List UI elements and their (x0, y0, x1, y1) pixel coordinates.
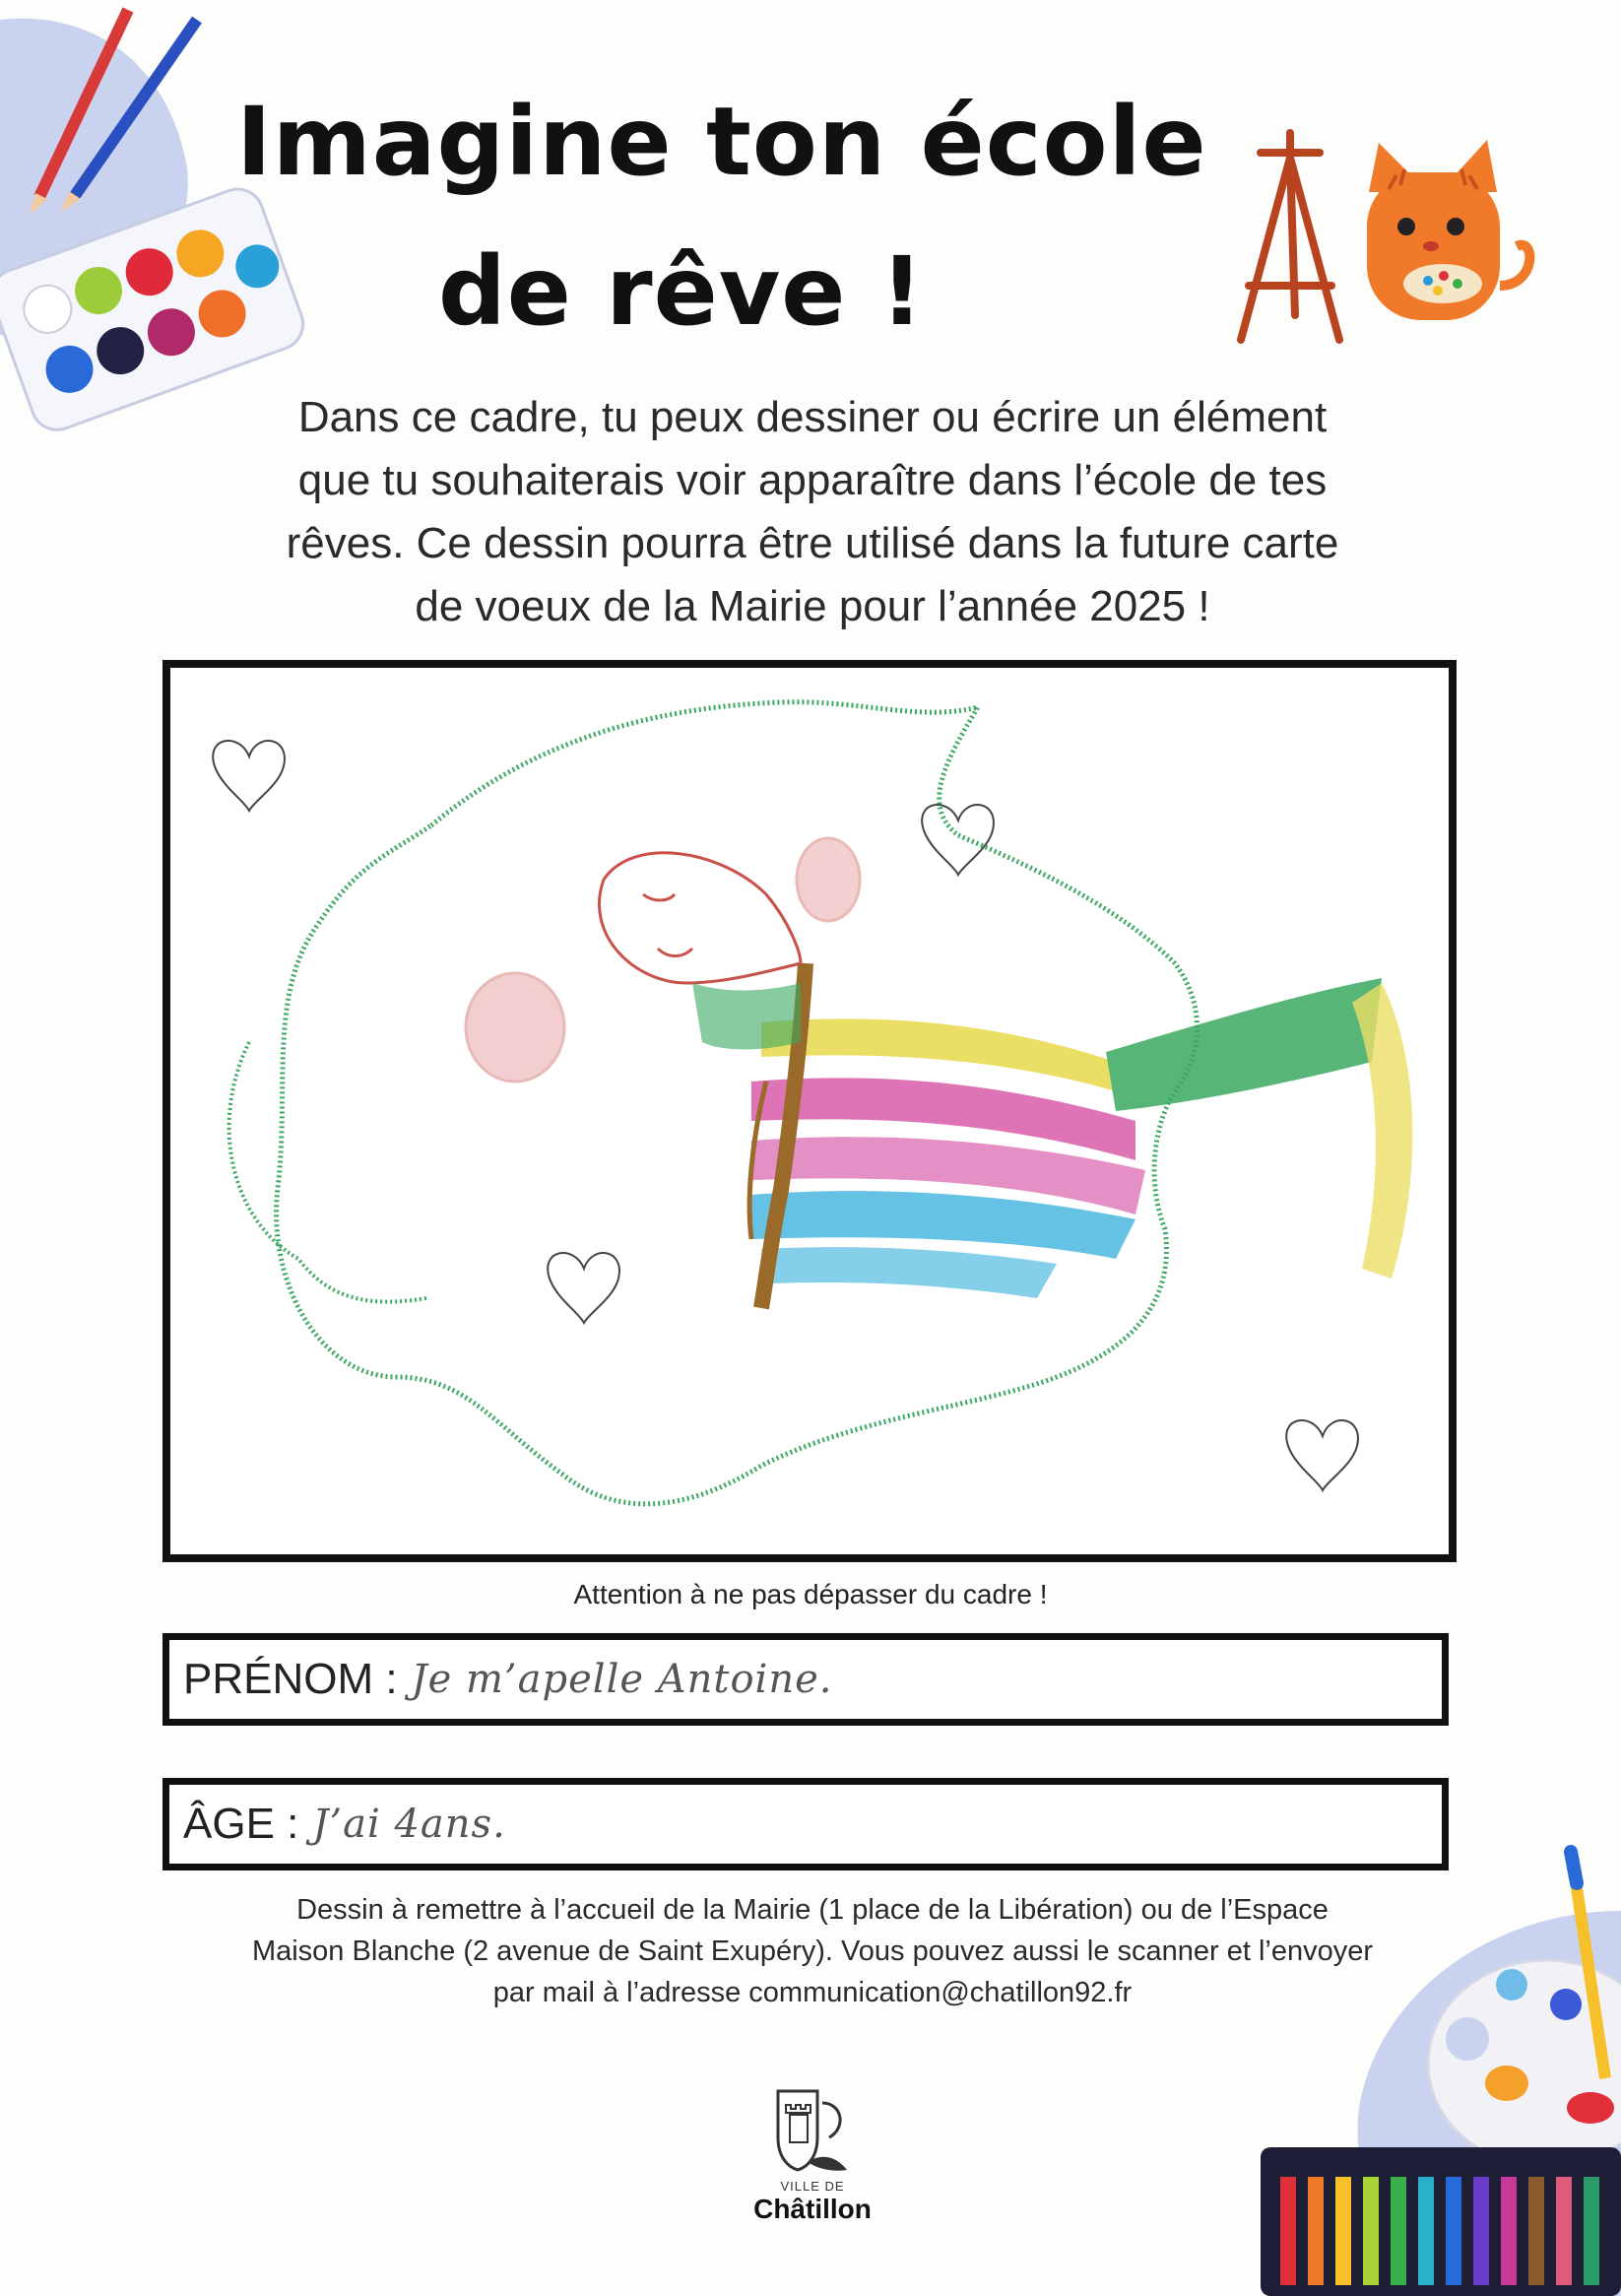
footer-line: Dessin à remettre à l’accueil de la Mairie (1 place de la Libération) ou de l’Espace (296, 1894, 1329, 1926)
heart-icon (213, 741, 285, 811)
chatillon-logo (724, 2083, 901, 2225)
frame-warning-note: Attention à ne pas dépasser du cadre ! (573, 1579, 1048, 1609)
child-drawing (170, 668, 1449, 1554)
town-crest-icon (768, 2083, 857, 2177)
page-title-line-2: de rêve ! (438, 236, 925, 347)
heart-icon (1286, 1420, 1358, 1490)
prenom-value: Je m’apelle Antoine. (411, 1657, 833, 1702)
cat-icon (1367, 140, 1529, 320)
cat-painter-illustration (1221, 118, 1556, 355)
logo-ville-de: VILLE DE (780, 2179, 845, 2194)
easel-icon (1241, 133, 1339, 340)
intro-paragraph (148, 386, 1477, 638)
prenom-field[interactable] (162, 1633, 1449, 1726)
heart-icon (922, 805, 994, 875)
heart-icon (548, 1253, 619, 1323)
footer-line: Maison Blanche (2 avenue de Saint Exupéry). Vous pouvez aussi le scanner et l’envoyer (251, 1935, 1374, 1967)
intro-line: que tu souhaiterais voir apparaître dans l’école de tes (297, 456, 1328, 504)
rainbow-stripes (751, 978, 1412, 1298)
intro-line: Dans ce cadre, tu peux dessiner ou écrire un élément (297, 393, 1328, 441)
logo-chatillon: Châtillon (753, 2194, 872, 2224)
drawing-frame (162, 660, 1457, 1562)
intro-line: de voeux de la Mairie pour l’année 2025 ! (415, 582, 1210, 630)
art-supplies-decoration (1251, 1822, 1621, 2296)
age-label: ÂGE : (183, 1800, 299, 1848)
age-value: J’ai 4ans. (312, 1802, 506, 1847)
prenom-label: PRÉNOM : (183, 1655, 398, 1703)
footer-line: par mail à l’adresse communication@chatillon92.fr (492, 1977, 1133, 2008)
page-title-line-1: Imagine ton école (236, 87, 1207, 197)
intro-line: rêves. Ce dessin pourra être utilisé dans la future carte (286, 519, 1339, 567)
